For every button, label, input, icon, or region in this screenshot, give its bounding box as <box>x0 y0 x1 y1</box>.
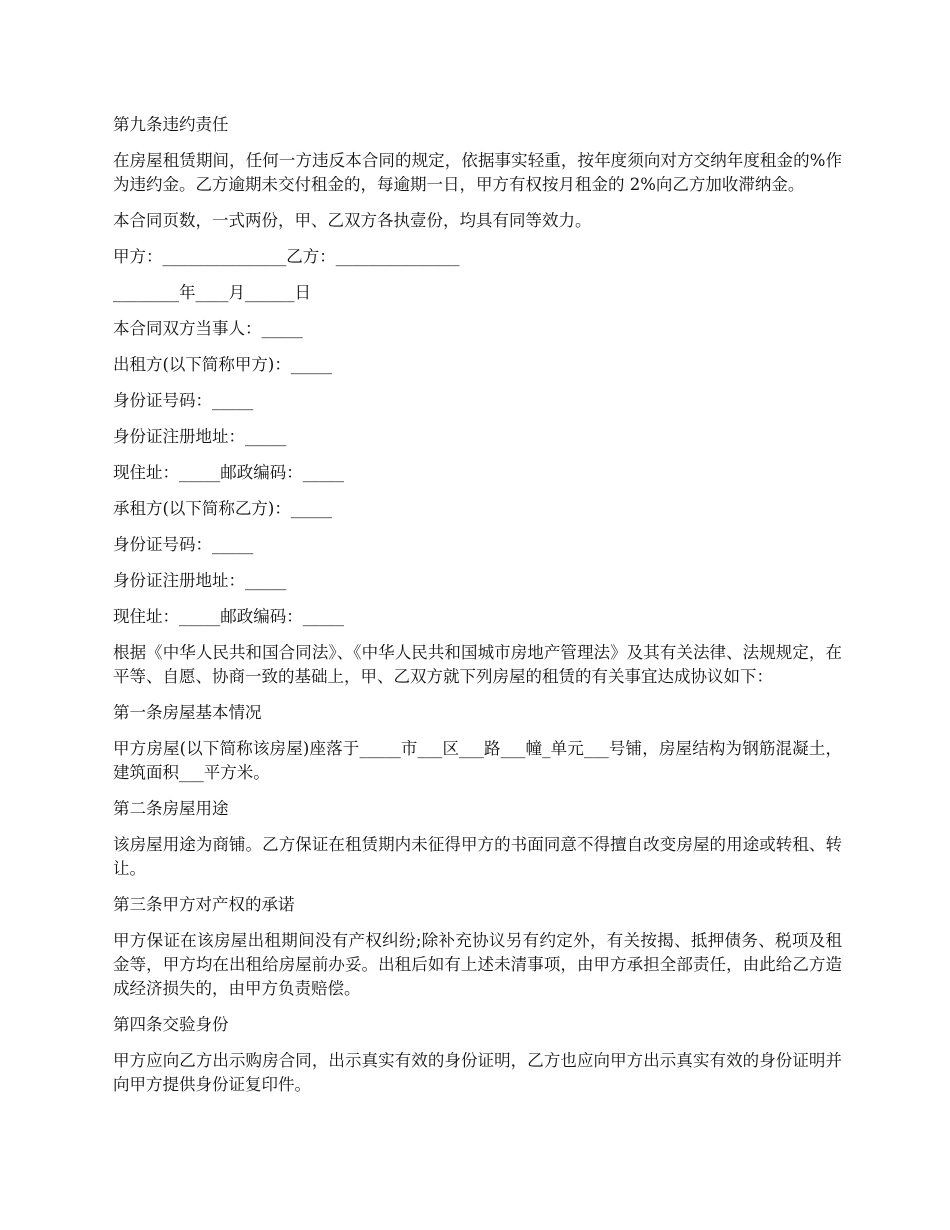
field-contract-parties: 本合同双方当事人：_____ <box>113 319 303 338</box>
signature-line-parties: 甲方：_______________乙方：_______________ <box>113 247 460 266</box>
field-lessee: 承租方(以下简称乙方)：_____ <box>113 499 333 518</box>
field-lessor-id-address: 身份证注册地址：_____ <box>113 427 287 446</box>
paragraph-identity-verification: 甲方应向乙方出示购房合同，出示真实有效的身份证明，乙方也应向甲方出示真实有效的身份证明并向甲方提供身份证复印件。 <box>113 1051 842 1094</box>
field-lessee-id-address: 身份证注册地址：_____ <box>113 571 287 590</box>
paragraph-breach-liability: 在房屋租赁期间，任何一方违反本合同的规定，依据事实轻重，按年度须向对方交纳年度租金的%作为违约金。乙方逾期未交付租金的，每逾期一日，甲方有权按月租金的 2%向乙方加收滞纳金。 <box>113 151 842 194</box>
heading-article-2: 第二条房屋用途 <box>113 799 229 818</box>
field-lessee-id-number: 身份证号码：_____ <box>113 535 254 554</box>
heading-article-3: 第三条甲方对产权的承诺 <box>113 895 295 914</box>
heading-article-9: 第九条违约责任 <box>113 115 229 134</box>
heading-article-4: 第四条交验身份 <box>113 1015 229 1034</box>
paragraph-legal-basis: 根据《中华人民共和国合同法》、《中华人民共和国城市房地产管理法》及其有关法律、法规规定，在平等、自愿、协商一致的基础上，甲、乙双方就下列房屋的租赁的有关事宜达成协议如下： <box>113 643 842 686</box>
signature-date-line: ________年____月______日 <box>113 283 311 302</box>
field-lessor-id-number: 身份证号码：_____ <box>113 391 254 410</box>
paragraph-copies: 本合同页数，一式两份，甲、乙双方各执壹份，均具有同等效力。 <box>113 211 592 230</box>
paragraph-ownership-commitment: 甲方保证在该房屋出租期间没有产权纠纷;除补充协议另有约定外，有关按揭、抵押债务、税项及租金等，甲方均在出租给房屋前办妥。出租后如有上述未清事项，由甲方承担全部责任，由此给乙方造成经济损失的，由甲方负责赔偿。 <box>113 931 842 998</box>
paragraph-property-use: 该房屋用途为商铺。乙方保证在租赁期内未征得甲方的书面同意不得擅自改变房屋的用途或转租、转让。 <box>113 835 842 878</box>
field-lessee-current-address: 现住址：_____邮政编码：_____ <box>113 607 344 626</box>
field-lessor: 出租方(以下简称甲方)：_____ <box>113 355 333 374</box>
paragraph-property-info: 甲方房屋(以下简称该房屋)座落于_____市___区___路___幢_单元___号铺，房屋结构为钢筋混凝土，建筑面积___平方米。 <box>113 739 842 782</box>
heading-article-1: 第一条房屋基本情况 <box>113 703 262 722</box>
field-lessor-current-address: 现住址：_____邮政编码：_____ <box>113 463 344 482</box>
